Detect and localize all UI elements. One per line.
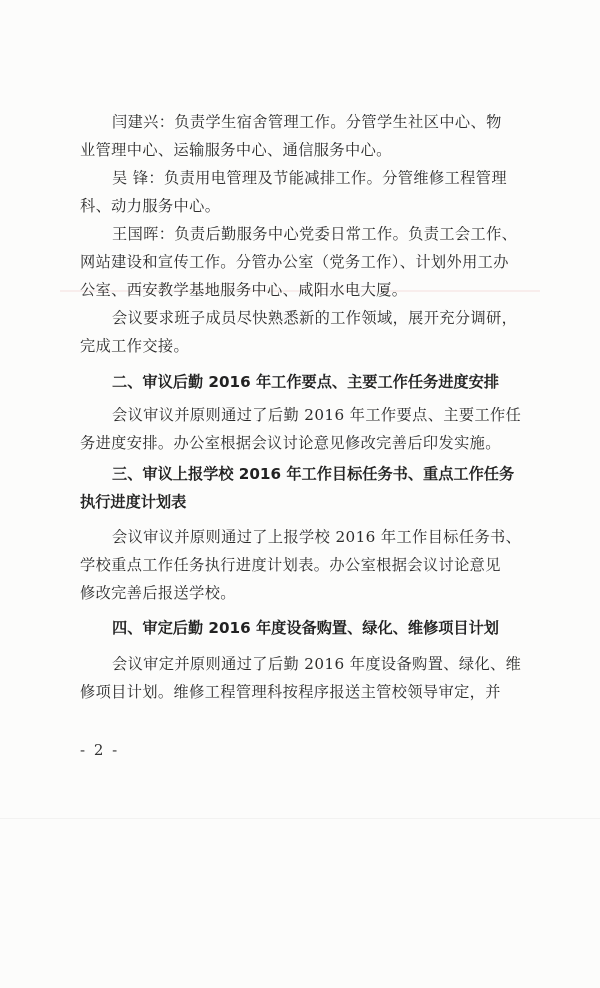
page-number: - 2 - <box>80 741 120 759</box>
page-edge <box>0 818 600 819</box>
member-wu-line-2: 科、动力服务中心。 <box>80 197 221 215</box>
section-3-body-line-3: 修改完善后报送学校。 <box>80 584 236 602</box>
member-wang-line-3: 公室、西安教学基地服务中心、咸阳水电大厦。 <box>80 281 408 299</box>
member-yan-line-1: 闫建兴：负责学生宿舍管理工作。分管学生社区中心、物 <box>112 113 502 131</box>
section-3-heading-line-2: 执行进度计划表 <box>80 493 187 511</box>
section-4-body-line-1: 会议审定并原则通过了后勤 2016 年度设备购置、绿化、维 <box>112 655 522 673</box>
closing-line-1: 会议要求班子成员尽快熟悉新的工作领域，展开充分调研， <box>112 309 518 327</box>
section-4-body-line-2: 修项目计划。维修工程管理科按程序报送主管校领导审定，并 <box>80 683 501 701</box>
section-2-body-line-1: 会议审议并原则通过了后勤 2016 年工作要点、主要工作任 <box>112 406 522 424</box>
closing-line-2: 完成工作交接。 <box>80 337 190 355</box>
section-2-heading: 二、审议后勤 2016 年工作要点、主要工作任务进度安排 <box>112 373 499 391</box>
member-yan-line-2: 业管理中心、运输服务中心、通信服务中心。 <box>80 141 392 159</box>
member-wang-line-2: 网站建设和宣传工作。分管办公室（党务工作）、计划外用工办 <box>80 253 509 271</box>
section-3-heading-line-1: 三、审议上报学校 2016 年工作目标任务书、重点工作任务 <box>112 465 515 483</box>
member-wu-line-1: 吴 锋：负责用电管理及节能减排工作。分管维修工程管理 <box>112 169 507 187</box>
member-wang-line-1: 王国晖：负责后勤服务中心党委日常工作。负责工会工作、 <box>112 225 518 243</box>
section-4-heading: 四、审定后勤 2016 年度设备购置、绿化、维修项目计划 <box>112 619 499 637</box>
section-3-body-line-2: 学校重点工作任务执行进度计划表。办公室根据会议讨论意见 <box>80 556 501 574</box>
section-2-body-line-2: 务进度安排。办公室根据会议讨论意见修改完善后印发实施。 <box>80 434 501 452</box>
section-3-body-line-1: 会议审议并原则通过了上报学校 2016 年工作目标任务书、 <box>112 528 522 546</box>
